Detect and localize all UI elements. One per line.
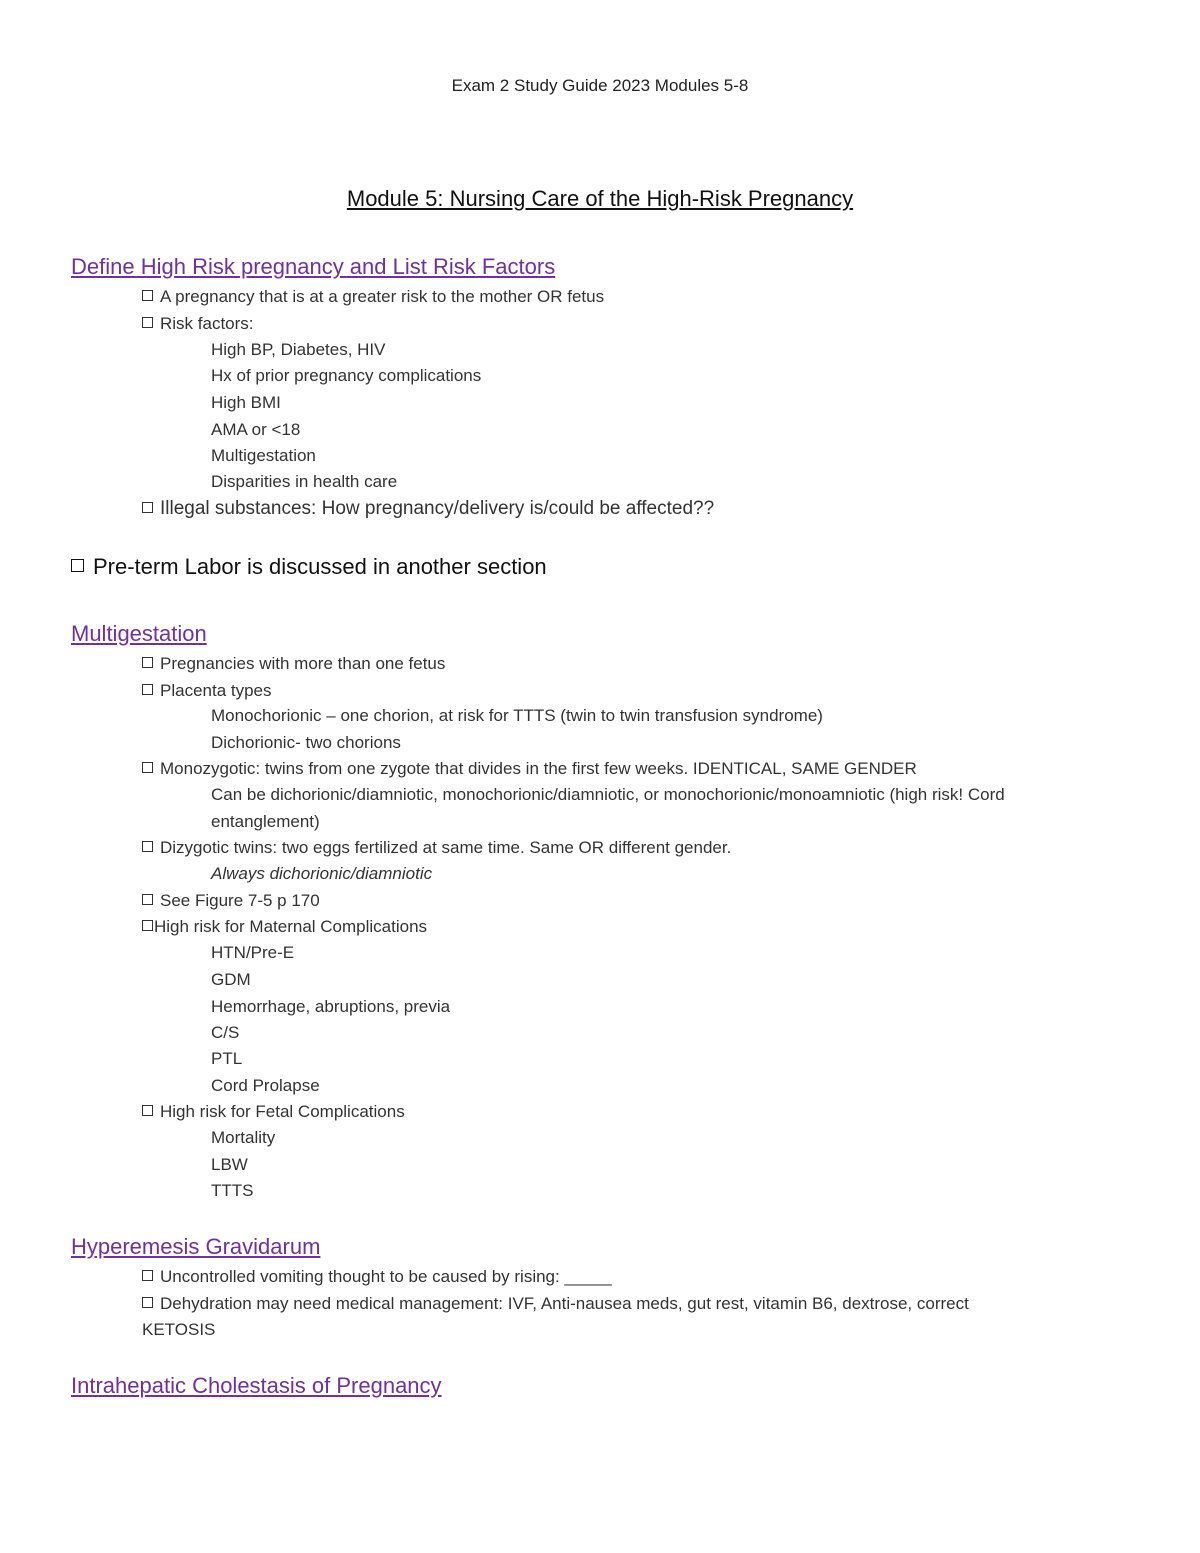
monozygotic-detail-cont: entanglement) — [211, 812, 320, 831]
risk-factor-item: AMA or <18 — [211, 420, 301, 439]
section-heading-high-risk: Define High Risk pregnancy and List Risk Factors — [71, 254, 556, 279]
checkbox-icon — [142, 657, 153, 668]
maternal-complication-item: GDM — [211, 970, 251, 989]
preterm-note: Pre-term Labor is discussed in another section — [71, 556, 547, 578]
section-heading-hyperemesis: Hyperemesis Gravidarum — [71, 1234, 321, 1259]
bullet-dehydration: Dehydration may need medical management: IVF, Anti-nausea meds, gut rest, vitamin B6, dextrose, correct — [142, 1295, 969, 1312]
maternal-complication-item: Hemorrhage, abruptions, previa — [211, 997, 451, 1016]
risk-factor-item: Multigestation — [211, 446, 316, 465]
checkbox-icon — [142, 684, 153, 695]
risk-factor-item: High BP, Diabetes, HIV — [211, 340, 386, 359]
bullet-dizygotic: Dizygotic twins: two eggs fertilized at same time. Same OR different gender. — [142, 839, 731, 856]
maternal-complication-item: C/S — [211, 1023, 240, 1042]
checkbox-icon — [71, 559, 84, 572]
fetal-complication-item: LBW — [211, 1155, 248, 1174]
maternal-complication-item: Cord Prolapse — [211, 1076, 320, 1095]
checkbox-icon — [142, 502, 153, 513]
maternal-complication-item: HTN/Pre-E — [211, 943, 295, 962]
risk-factor-item: Disparities in health care — [211, 472, 398, 491]
checkbox-icon — [142, 1297, 153, 1308]
bullet-fetal-complications: High risk for Fetal Complications — [142, 1103, 405, 1120]
bullet-risk-factors: Risk factors: — [142, 315, 254, 332]
fetal-complication-item: Mortality — [211, 1128, 276, 1147]
section-heading-cholestasis: Intrahepatic Cholestasis of Pregnancy — [71, 1373, 442, 1398]
checkbox-icon — [142, 1270, 153, 1281]
bullet-monozygotic: Monozygotic: twins from one zygote that divides in the first few weeks. IDENTICAL, SAME GENDER — [142, 760, 917, 777]
section-heading-multigestation: Multigestation — [71, 621, 207, 646]
bullet-see-figure: See Figure 7-5 p 170 — [142, 892, 320, 909]
page-header: Exam 2 Study Guide 2023 Modules 5-8 — [451, 76, 749, 95]
dizygotic-detail: Always dichorionic/diamniotic — [211, 864, 433, 883]
risk-factor-item: High BMI — [211, 393, 281, 412]
checkbox-icon — [142, 317, 153, 328]
checkbox-icon — [142, 762, 153, 773]
checkbox-icon — [142, 841, 153, 852]
monozygotic-detail: Can be dichorionic/diamniotic, monochorionic/diamniotic, or monochorionic/monoamniotic (high risk! Cord — [211, 785, 1005, 804]
placenta-type-item: Dichorionic- two chorions — [211, 733, 401, 752]
bullet-uncontrolled-vomiting: Uncontrolled vomiting thought to be caused by rising: _____ — [142, 1268, 612, 1285]
checkbox-icon — [142, 1105, 153, 1116]
maternal-complication-item: PTL — [211, 1049, 243, 1068]
bullet-placenta-types: Placenta types — [142, 682, 272, 699]
bullet-dehydration-cont: KETOSIS — [142, 1320, 216, 1339]
checkbox-icon — [142, 894, 153, 905]
risk-factor-item: Hx of prior pregnancy complications — [211, 366, 482, 385]
module-title: Module 5: Nursing Care of the High-Risk Pregnancy — [346, 186, 854, 211]
fetal-complication-item: TTTS — [211, 1181, 254, 1200]
bullet-illegal-substances: Illegal substances: How pregnancy/delivery is/could be affected?? — [142, 499, 714, 518]
bullet-definition: A pregnancy that is at a greater risk to the mother OR fetus — [142, 288, 604, 305]
checkbox-icon — [142, 920, 153, 931]
bullet-maternal-complications: High risk for Maternal Complications — [142, 918, 427, 935]
placenta-type-item: Monochorionic – one chorion, at risk for TTTS (twin to twin transfusion syndrome) — [211, 706, 823, 725]
checkbox-icon — [142, 290, 153, 301]
bullet-pregnancies: Pregnancies with more than one fetus — [142, 655, 445, 672]
